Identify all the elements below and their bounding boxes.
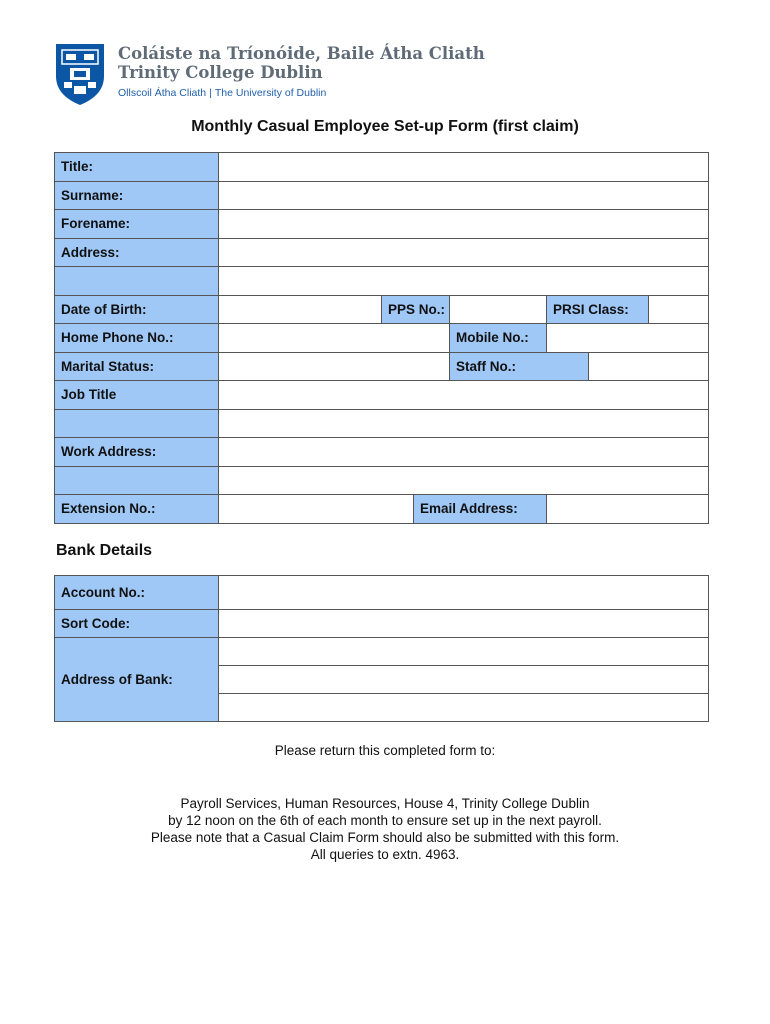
org-name-english: Trinity College Dublin: [118, 63, 323, 82]
staff-no-label: Staff No.:: [450, 352, 589, 381]
work-address-label: Work Address:: [55, 438, 219, 467]
table-row: [55, 466, 709, 495]
org-subtitle: [118, 87, 485, 99]
organisation-name: [118, 44, 485, 99]
job-title-field-line-1[interactable]: [219, 381, 709, 410]
marital-status-field[interactable]: [219, 352, 450, 381]
account-no-label: Account No.:: [55, 576, 219, 610]
title-field[interactable]: [219, 153, 709, 182]
address-field-line-2[interactable]: [219, 267, 709, 296]
extension-field[interactable]: [219, 495, 414, 524]
instruction-line: Payroll Services, Human Resources, House 4, Trinity College Dublin: [180, 796, 590, 811]
table-row: [55, 181, 709, 210]
sub-irish: Ollscoil Átha Cliath: [118, 87, 207, 99]
college-crest-icon: [54, 42, 106, 106]
job-title-label-continuation: [55, 409, 219, 438]
extension-label: Extension No.:: [55, 495, 219, 524]
surname-field[interactable]: [219, 181, 709, 210]
job-title-field-line-2[interactable]: [219, 409, 709, 438]
marital-status-label: Marital Status:: [55, 352, 219, 381]
bank-address-field-line-3[interactable]: [219, 694, 709, 722]
instruction-line: All queries to extn. 4963.: [310, 847, 460, 862]
address-field-line-1[interactable]: [219, 238, 709, 267]
dob-label: Date of Birth:: [55, 295, 219, 324]
mobile-label: Mobile No.:: [450, 324, 547, 353]
title-label: Title:: [55, 153, 219, 182]
form-title: Monthly Casual Employee Set-up Form (first claim): [191, 118, 579, 135]
header: [54, 42, 485, 108]
pps-field[interactable]: [450, 295, 547, 324]
return-instruction: Please return this completed form to:: [274, 743, 496, 758]
sub-separator: |: [209, 87, 212, 99]
work-address-field-line-1[interactable]: [219, 438, 709, 467]
bank-details-heading: Bank Details: [56, 542, 153, 559]
table-row: [55, 295, 709, 324]
surname-label: Surname:: [55, 181, 219, 210]
table-row: [55, 381, 709, 410]
email-field[interactable]: [547, 495, 709, 524]
email-label: Email Address:: [414, 495, 547, 524]
prsi-label: PRSI Class:: [547, 295, 649, 324]
forename-label: Forename:: [55, 210, 219, 239]
home-phone-field[interactable]: [219, 324, 450, 353]
pps-label: PPS No.:: [382, 295, 450, 324]
table-row: [55, 267, 709, 296]
work-address-field-line-2[interactable]: [219, 466, 709, 495]
home-phone-label: Home Phone No.:: [55, 324, 219, 353]
table-row: [55, 495, 709, 524]
table-row: [55, 610, 709, 638]
bank-address-field-line-2[interactable]: [219, 666, 709, 694]
prsi-field[interactable]: [649, 295, 709, 324]
job-title-label: Job Title: [55, 381, 219, 410]
bank-details-table: [54, 575, 709, 722]
address-label: Address:: [55, 238, 219, 267]
table-row: [55, 210, 709, 239]
instruction-line: by 12 noon on the 6th of each month to ensure set up in the next payroll.: [168, 813, 602, 828]
forename-field[interactable]: [219, 210, 709, 239]
bank-address-label: Address of Bank:: [55, 638, 219, 722]
table-row: [55, 438, 709, 467]
org-name-irish: Coláiste na Tríonóide, Baile Átha Cliath: [118, 44, 485, 63]
mobile-field[interactable]: [547, 324, 709, 353]
table-row: [55, 638, 709, 666]
sort-code-field[interactable]: [219, 610, 709, 638]
instruction-line: Please note that a Casual Claim Form should also be submitted with this form.: [150, 830, 620, 845]
table-row: [55, 352, 709, 381]
work-address-label-continuation: [55, 466, 219, 495]
dob-field[interactable]: [219, 295, 382, 324]
table-row: [55, 324, 709, 353]
bank-address-field-line-1[interactable]: [219, 638, 709, 666]
sort-code-label: Sort Code:: [55, 610, 219, 638]
account-no-field[interactable]: [219, 576, 709, 610]
payroll-instructions: [0, 795, 770, 863]
table-row: [55, 153, 709, 182]
staff-no-field[interactable]: [589, 352, 709, 381]
table-row: [55, 409, 709, 438]
table-row: [55, 238, 709, 267]
address-label-continuation: [55, 267, 219, 296]
sub-english: The University of Dublin: [214, 87, 327, 99]
table-row: [55, 576, 709, 610]
personal-details-table: [54, 152, 709, 524]
